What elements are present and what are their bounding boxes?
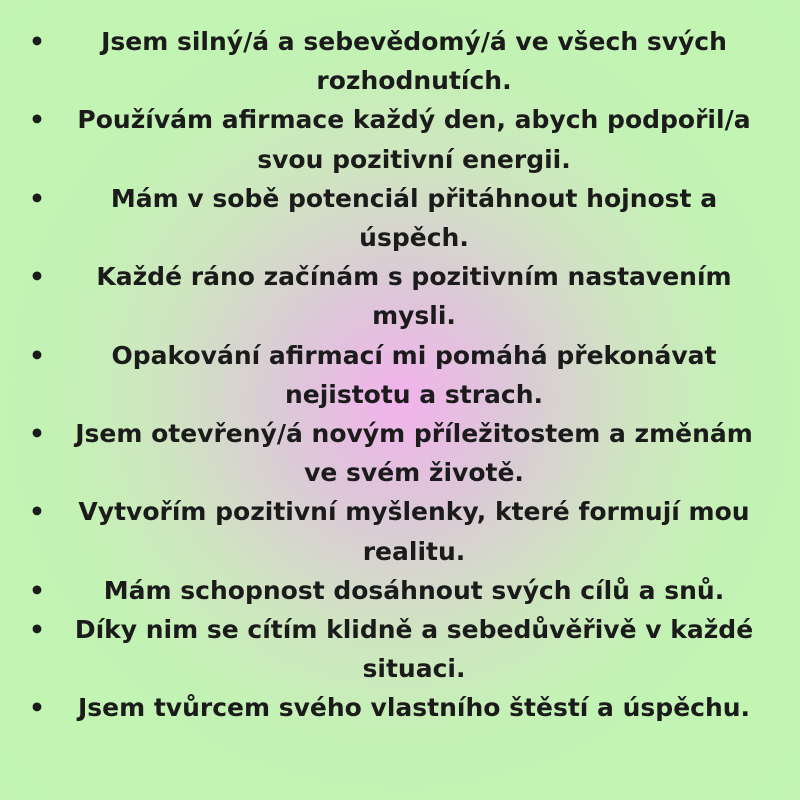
bullet-icon: • [29,105,45,135]
affirmation-text: Mám v sobě potenciál přitáhnout hojnost a úspěch. [110,183,718,253]
bullet-icon: • [29,419,45,449]
bullet-icon: • [29,183,45,213]
affirmation-text: Mám schopnost dosáhnout svých cílů a snů. [103,575,725,605]
affirmation-item [0,414,800,492]
affirmation-item [0,179,800,257]
affirmation-item [0,492,800,570]
affirmation-item [0,336,800,414]
bullet-icon: • [29,340,45,370]
affirmation-item [0,610,800,688]
affirmation-list [0,22,800,728]
affirmation-item [0,22,800,100]
affirmation-text: Jsem tvůrcem svého vlastního štěstí a úspěchu. [77,693,751,723]
affirmation-item [0,571,800,610]
affirmation-text: Každé ráno začínám s pozitivním nastavením mysli. [96,262,732,331]
affirmation-text: Vytvořím pozitivní myšlenky, které formují mou realitu. [78,497,750,566]
affirmation-item [0,688,800,727]
affirmation-text: Jsem otevřený/á novým příležitostem a změnám ve svém životě. [75,419,753,488]
bullet-icon: • [29,262,45,292]
affirmation-text: Jsem silný/á a sebevědomý/á ve všech svých rozhodnutích. [101,27,727,96]
bullet-icon: • [29,27,45,56]
affirmation-text: Opakování afirmací mi pomáhá překonávat nejistotu a strach. [111,340,717,409]
bullet-icon: • [29,575,45,605]
bullet-icon: • [29,693,45,723]
bullet-icon: • [29,497,45,527]
affirmation-item [0,100,800,178]
bullet-icon: • [29,615,45,645]
affirmation-item [0,257,800,335]
affirmation-text: Díky nim se cítím klidně a sebedůvěřivě v každé situaci. [74,615,754,684]
affirmation-text: Používám afirmace každý den, abych podpořil/a svou pozitivní energii. [77,105,751,174]
